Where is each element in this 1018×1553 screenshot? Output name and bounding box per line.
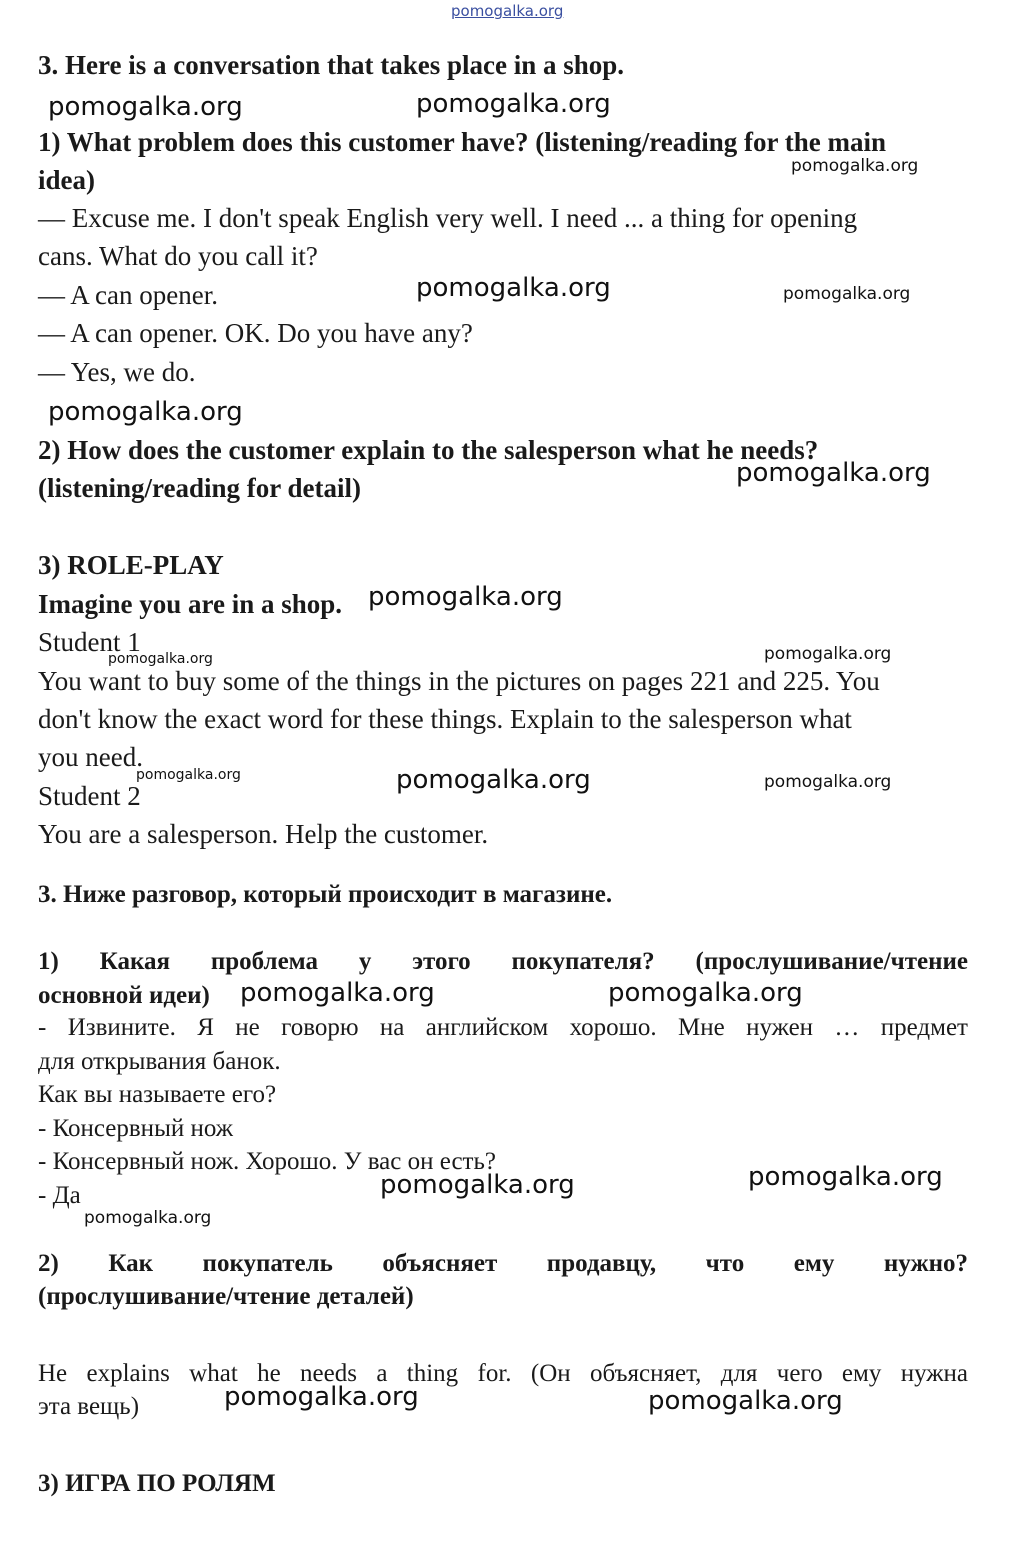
watermark-text: pomogalka.org	[48, 397, 243, 427]
ru-question-1-line-1: 1) Какая проблема у этого покупателя? (прослушивание/чтение	[38, 948, 968, 975]
watermark-text: pomogalka.org	[764, 644, 892, 664]
question-2-line-1: 2) How does the customer explain to the salesperson what he needs?	[38, 435, 819, 465]
watermark-text: pomogalka.org	[396, 765, 591, 795]
ru-dialog-line: Как вы называете его?	[38, 1081, 277, 1108]
question-1-line-1: 1) What problem does this customer have? (listening/reading for the main	[38, 127, 887, 157]
watermark-text: pomogalka.org	[764, 772, 892, 792]
question-2-line-2: (listening/reading for detail)	[38, 473, 361, 503]
watermark-text: pomogalka.org	[608, 978, 803, 1008]
ru-dialog-line: - Да	[38, 1182, 81, 1209]
watermark-text: pomogalka.org	[368, 582, 563, 612]
ru-dialog-line: - Извините. Я не говорю на английском хорошо. Мне нужен … предмет	[38, 1014, 968, 1041]
watermark-text: pomogalka.org	[224, 1382, 419, 1412]
student-2-text: You are a salesperson. Help the customer.	[38, 819, 489, 849]
site-watermark-link[interactable]: pomogalka.org	[451, 2, 564, 20]
exercise-heading: 3. Here is a conversation that takes place in a shop.	[38, 50, 624, 80]
dialog-line: — A can opener. OK. Do you have any?	[38, 318, 473, 348]
ru-answer-line-2: эта вещь)	[38, 1393, 140, 1420]
watermark-text: pomogalka.org	[136, 767, 241, 783]
watermark-text: pomogalka.org	[648, 1386, 843, 1416]
student-2-label: Student 2	[38, 781, 141, 811]
dialog-line: — A can opener.	[38, 280, 218, 310]
dialog-line: cans. What do you call it?	[38, 241, 318, 271]
student-1-text-line: don't know the exact word for these things. Explain to the salesperson what	[38, 704, 852, 734]
dialog-line: — Yes, we do.	[38, 357, 196, 387]
watermark-text: pomogalka.org	[416, 273, 611, 303]
dialog-line: — Excuse me. I don't speak English very well. I need ... a thing for opening	[38, 203, 858, 233]
watermark-text: pomogalka.org	[240, 978, 435, 1008]
student-1-label: Student 1	[38, 627, 141, 657]
question-1-line-2: idea)	[38, 165, 95, 195]
ru-dialog-line: - Консервный нож	[38, 1115, 234, 1142]
watermark-text: pomogalka.org	[48, 92, 243, 122]
watermark-text: pomogalka.org	[84, 1208, 212, 1228]
ru-question-2-line-1: 2) Как покупатель объясняет продавцу, что ему нужно?	[38, 1250, 968, 1277]
watermark-text: pomogalka.org	[748, 1162, 943, 1192]
ru-exercise-heading: 3. Ниже разговор, который происходит в магазине.	[38, 881, 613, 908]
role-play-title: 3) ROLE-PLAY	[38, 550, 224, 580]
ru-question-2-line-2: (прослушивание/чтение деталей)	[38, 1283, 414, 1310]
student-1-text-line: you need.	[38, 742, 143, 772]
ru-dialog-line: для открывания банок.	[38, 1048, 281, 1075]
role-play-intro: Imagine you are in a shop.	[38, 589, 343, 619]
watermark-text: pomogalka.org	[736, 458, 931, 488]
ru-dialog-line: - Консервный нож. Хорошо. У вас он есть?	[38, 1148, 496, 1175]
watermark-text: pomogalka.org	[783, 284, 911, 304]
ru-role-play-title: 3) ИГРА ПО РОЛЯМ	[38, 1470, 276, 1497]
student-1-text-line: You want to buy some of the things in the pictures on pages 221 and 225. You	[38, 666, 880, 696]
watermark-text: pomogalka.org	[791, 156, 919, 176]
watermark-text: pomogalka.org	[108, 651, 213, 667]
ru-answer-line-1: He explains what he needs a thing for. (Он объясняет, для чего ему нужна	[38, 1360, 968, 1387]
watermark-text: pomogalka.org	[416, 89, 611, 119]
watermark-text: pomogalka.org	[380, 1170, 575, 1200]
ru-question-1-line-2: основной идеи)	[38, 982, 210, 1009]
